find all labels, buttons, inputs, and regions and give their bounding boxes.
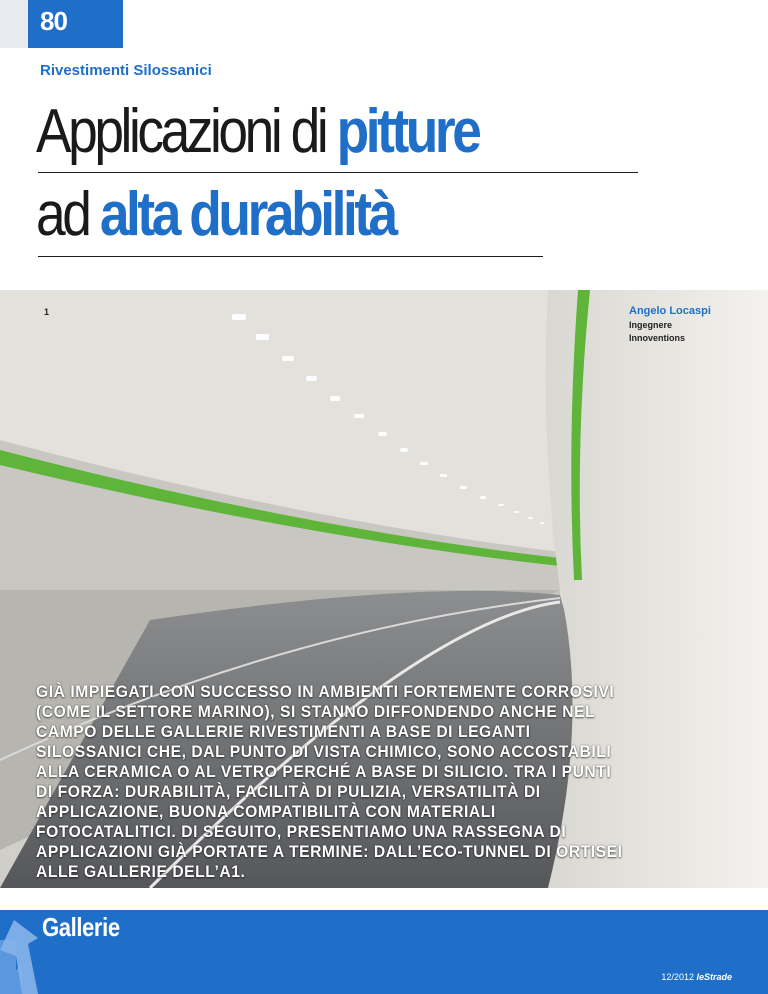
headline-thin-1: Applicazioni di (36, 97, 337, 166)
issue-date: 12/2012 (661, 972, 697, 982)
category-label: Gallerie (42, 912, 120, 942)
headline-thin-2: ad (36, 180, 100, 249)
section-label: Rivestimenti Silossanici (40, 62, 212, 79)
footer-band (0, 910, 768, 994)
headline-line-1 (36, 97, 479, 166)
tunnel-photo (0, 290, 768, 888)
magazine-name: leStrade (696, 972, 732, 982)
byline (629, 305, 711, 343)
badge-shade (0, 0, 28, 48)
page-number: 80 (40, 6, 67, 36)
figure-number: 1 (44, 307, 50, 317)
author-company: Innoventions (629, 333, 685, 343)
headline-line-2 (36, 180, 395, 249)
headline-underline-1 (38, 172, 638, 173)
article-abstract: GIÀ IMPIEGATI CON SUCCESSO IN AMBIENTI FORTEMENTE CORROSIVI (COME IL SETTORE MARINO), SI STANNO DIFFONDENDO ANCHE NEL CAMPO DELLE GALLERIE RIVESTIMENTI A BASE DI LEGANTI SILOSSANICI CHE, DAL PUNTO DI VISTA CHIMICO, SONO ACCOSTABILI ALLA CERAMICA O AL VETRO PERCHÉ A BASE DI SILICIO. TRA I PUNTI DI FORZA: DURABILITÀ, FACILITÀ DI PULIZIA, VERSATILITÀ DI APPLICAZIONE, BUONA COMPATIBILITÀ CON MATERIALI FOTOCATALITICI. DI SEGUITO, PRESENTIAMO UNA RASSEGNA DI APPLICAZIONI GIÀ PORTATE A TERMINE: DALL’ECO-TUNNEL DI ORTISEI ALLE GALLERIE DELL’A1. (36, 682, 623, 881)
issue-info (661, 972, 732, 982)
headline-underline-2 (38, 256, 543, 257)
author-name: Angelo Locaspi (629, 305, 711, 317)
headline-bold-1: pitture (336, 97, 479, 166)
page-number-badge (0, 0, 123, 48)
author-role: Ingegnere (629, 320, 673, 330)
headline-bold-2: alta durabilità (99, 180, 395, 249)
